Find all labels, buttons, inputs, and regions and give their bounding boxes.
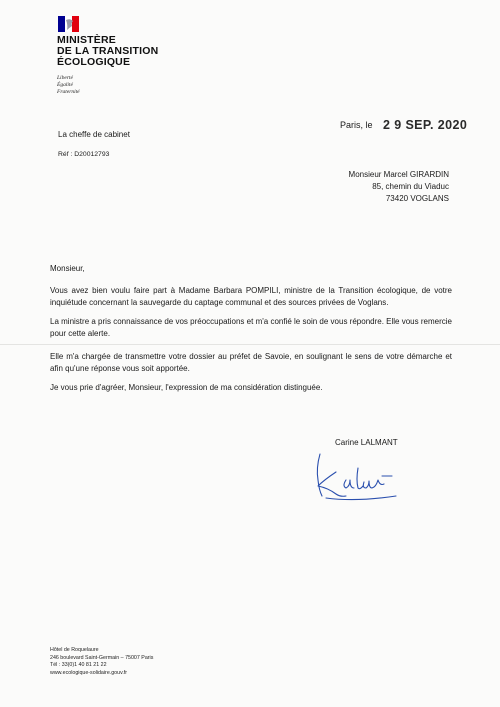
reference-number: Réf : D20012793 [58,151,110,158]
signer-name: Carine LALMANT [335,438,398,447]
closing-paragraph: Je vous prie d'agréer, Monsieur, l'expression de ma considération distinguée. [50,383,323,392]
body-paragraph: La ministre a pris connaissance de vos préoccupations et m'a confié le soin de vous répondre. Elle vous remercie pour cette alerte. [50,317,452,338]
salutation: Monsieur, [50,264,85,273]
date-stamp: 2 9 SEP. 2020 [383,118,468,132]
footer-line: 246 boulevard Saint-Germain – 75007 Paris [50,654,154,661]
motto-line: Fraternité [57,89,80,95]
sender-title: La cheffe de cabinet [58,130,130,139]
body-paragraph: Elle m'a chargée de transmettre votre dossier au préfet de Savoie, en soulignant le sens de votre démarche et afin qu'une réponse vous soit apportée. [50,352,452,373]
handwritten-signature [306,450,402,506]
footer-line: Tél : 33(0)1 40 81 21 22 [50,662,107,668]
recipient-name: Monsieur Marcel GIRARDIN [348,170,449,179]
ministry-line: DE LA TRANSITION [57,45,159,57]
republic-motto [57,75,80,96]
ministry-line: MINISTÈRE [57,34,116,46]
body-paragraph: Vous avez bien voulu faire part à Madame Barbara POMPILI, ministre de la Transition écologique, de votre inquiétude concernant la sauvegarde du captage communal et des sources privées de Voglans. [50,286,452,307]
paper-fold-line [0,344,500,345]
recipient-address [349,169,449,205]
motto-line: Liberté [57,75,73,81]
footer-website-link[interactable]: www.ecologique-solidaire.gouv.fr [50,669,128,676]
footer-line: Hôtel de Roquelaure [50,647,99,653]
recipient-city: 73420 VOGLANS [385,194,449,203]
recipient-street: 85, chemin du Viaduc [372,182,449,191]
footer-address [50,647,153,677]
motto-line: Égalité [57,82,73,88]
ministry-line: ÉCOLOGIQUE [57,56,131,68]
date-place: Paris, le [340,120,373,130]
marianne-logo-icon [58,16,79,32]
ministry-name [57,35,158,68]
